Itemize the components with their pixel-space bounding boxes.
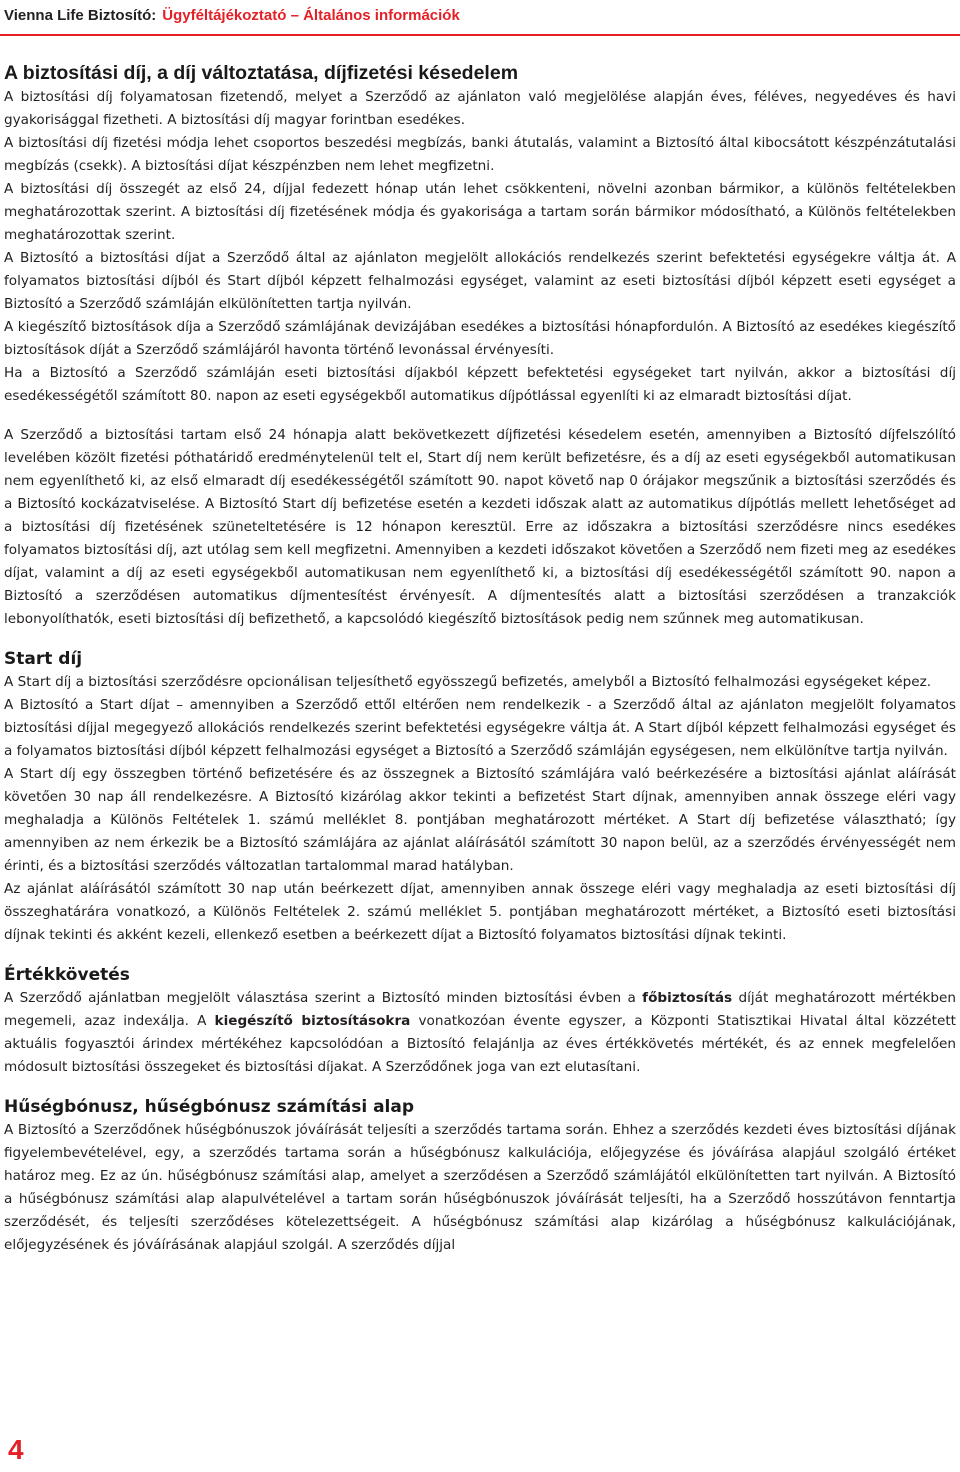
emphasis-text: főbiztosítás: [642, 990, 733, 1006]
section-title-husegbonusz: Hűségbónusz, hűségbónusz számítási alap: [4, 1097, 415, 1117]
paragraph: A Biztosító a Start díjat – amennyiben a Szerződő ettől eltérően nem rendelkezik - a Szerződő által az ajánlaton megjelölt folyamatos biztosítási díjjal megegyező allokációs rendelkezés szerint befektetési egységekre váltja át. A Start díjból képzett felhalmozási egységet és a folyamatos biztosítási díjból képzett felhalmozási egységet a Biztosító a Szerződő számláján egységesen, nem elkülönítve tartja nyilván.: [4, 697, 956, 759]
paragraph: A biztosítási díj folyamatosan fizetendő, melyet a Szerződő az ajánlaton való megjelölése alapján éves, féléves, negyedéves és havi gyakorisággal fizetheti. A biztosítási díj magyar forintban esedékes.: [4, 89, 956, 128]
header-company: Vienna Life Biztosító:: [4, 6, 157, 24]
paragraph: A Biztosító a Szerződőnek hűségbónuszok jóváírását teljesíti a szerződés tartama során. Ehhez a szerződés kezdeti éves biztosítási díjának figyelembevételével, egy, a szerződés tartama során a hűségbónusz kalkulációja, előjegyzése és jóváírása alapjául szolgáló értéket határoz meg. Ez az ún. hűségbónusz számítási alap, amelyet a szerződésen a Szerződő számlájától elkülönítetten tart nyilván. A Biztosító a hűségbónusz számítási alap alapulvételével a tartam során hűségbónuszok jóváírását teljesíti, ha a Szerződő hosszútávon fenntartja szerződését, és teljesíti szerződéses kötelezettségeit. A hűségbónusz számítási alap kizárólag a hűségbónusz kalkulációjának, előjegyzésének és jóváírásának alapjául szolgál. A szerződés díjjal: [4, 1122, 956, 1253]
paragraph: A Szerződő a biztosítási tartam első 24 hónapja alatt bekövetkezett díjfizetési késedelem esetén, amennyiben a Biztosító díjfelszólító levelében közölt fizetési póthatáridő eredménytelenül telt el, Start díj nem került befizetésre, és a díj az eseti egységekből automatikusan nem egyenlíthető ki, az első elmaradt díj esedékességétől számított 90. napot követő nap 0 órájakor megszűnik a biztosítási szerződés és a Biztosító kockázatviselése. A Biztosító Start díj befizetése esetén a kezdeti időszak alatt az automatikus díjpótlás mellett lehetőséget ad a biztosítási díj fizetésének szüneteltetésére is 12 hónapon keresztül. Erre az időszakra a biztosítási szerződésre nincs esedékes folyamatos biztosítási díj, azt utólag sem kell megfizetni. Amennyiben a kezdeti időszakot követően a Szerződő nem fizeti meg az esedékes díjat, valamint a díj az eseti egységekből automatikusan nem egyenlíthető ki, a biztosítási díj esedékességétől számított 90. napon a Biztosító a szerződésen automatikus díjmentesítést érvényesít. A díjmentesítés alatt a biztosítási szerződésen a tranzakciók lebonyolíthatók, eseti biztosítási díj befizethető, a kapcsolódó kiegészítő biztosítások pedig nem szűnnek meg automatikusan.: [4, 427, 956, 627]
paragraph: A kiegészítő biztosítások díja a Szerződő számlájának devizájában esedékes a biztosítási hónapfordulón. A Biztosító az esedékes kiegészítő biztosítások díját a Szerződő számlájáról havonta történő levonással érvényesíti.: [4, 319, 956, 358]
document-body: [4, 60, 956, 1257]
section-title-ertekkovetes: Értékkövetés: [4, 965, 130, 985]
paragraph: A Szerződő ajánlatban megjelölt választása szerint a Biztosító minden biztosítási évben a főbiztosítás díját meghatározott mértékben megemeli, azaz indexálja. A kiegészítő biztosításokra vonatkozóan évente egyszer, a Központi Statisztikai Hivatal által közzétett aktuális fogyasztói árindex mértékéhez kapcsolódóan a Biztosító felajánlja az éves értékkövetés mértékét, és az ennek megfelelően módosult biztosítási összegeket és biztosítási díjakat. A Szerződőnek joga van ezt elutasítani.: [4, 990, 957, 1075]
page-header: [4, 3, 460, 27]
section-title-dij: A biztosítási díj, a díj változtatása, díjfizetési késedelem: [4, 62, 519, 84]
section-title-start-dij: Start díj: [4, 649, 83, 669]
paragraph: A Start díj egy összegben történő befizetésére és az összegnek a Biztosító számlájára való beérkezésére a biztosítási ajánlat aláírását követően 30 nap áll rendelkezésre. A Biztosító kizárólag akkor tekinti a befizetést Start díjnak, amennyiben annak összege eléri vagy meghaladja a Különös Feltételek 1. számú melléklet 8. pontjában meghatározott mértéket. A Start díj befizetése választható; így amennyiben az nem érkezik be a Biztosító számlájára az ajánlat aláírásától számított 30 napon belül, az a szerződés érvényességét nem érinti, és a biztosítási szerződés változatlan tartalommal marad hatályban.: [4, 766, 956, 874]
paragraph: A biztosítási díj fizetési módja lehet csoportos beszedési megbízás, banki átutalás, valamint a Biztosító által kibocsátott készpénzátutalási megbízás (csekk). A biztosítási díjat készpénzben nem lehet megfizetni.: [4, 135, 956, 174]
paragraph: A biztosítási díj összegét az első 24, díjjal fedezett hónap után lehet csökkenteni, növelni azonban bármikor, a különös feltételekben meghatározottak szerint. A biztosítási díj fizetésének módja és gyakorisága a tartam során bármikor módosítható, a Különös feltételekben meghatározottak szerint.: [4, 181, 956, 243]
paragraph: Az ajánlat aláírásától számított 30 nap után beérkezett díjat, amennyiben annak összege eléri vagy meghaladja az eseti biztosítási díj összeghatárára vonatkozó, a Különös Feltételek 2. számú melléklet 5. pontjában meghatározott mértéket, a Biztosító eseti biztosítási díjnak tekinti és akként kezeli, ellenkező esetben a beérkezett díjat a Biztosító folyamatos biztosítási díjnak tekinti.: [4, 881, 956, 943]
header-divider: [0, 34, 960, 36]
paragraph: A Biztosító a biztosítási díjat a Szerződő által az ajánlaton megjelölt allokációs rendelkezés szerint befektetési egységekre váltja át. A folyamatos biztosítási díjból és Start díjból képzett felhalmozási egységet, valamint az eseti biztosítási díjból képzett eseti egységet a Biztosító a Szerződő számláján elkülönítetten tartja nyilván.: [4, 250, 956, 312]
header-title: Ügyféltájékoztató – Általános információk: [162, 6, 460, 24]
paragraph: A Start díj a biztosítási szerződésre opcionálisan teljesíthető egyösszegű befizetés, amelyből a Biztosító felhalmozási egységeket képez.: [4, 674, 932, 690]
paragraph: Ha a Biztosító a Szerződő számláján eseti biztosítási díjakból képzett befektetési egységeket tart nyilván, akkor a biztosítási díj esedékességétől számított 80. napon az eseti egységekből automatikus díjpótlással egyenlíti ki az elmaradt biztosítási díjat.: [4, 365, 956, 404]
emphasis-text: kiegészítő biztosításokra: [214, 1013, 411, 1029]
page-number: 4: [8, 1434, 24, 1465]
